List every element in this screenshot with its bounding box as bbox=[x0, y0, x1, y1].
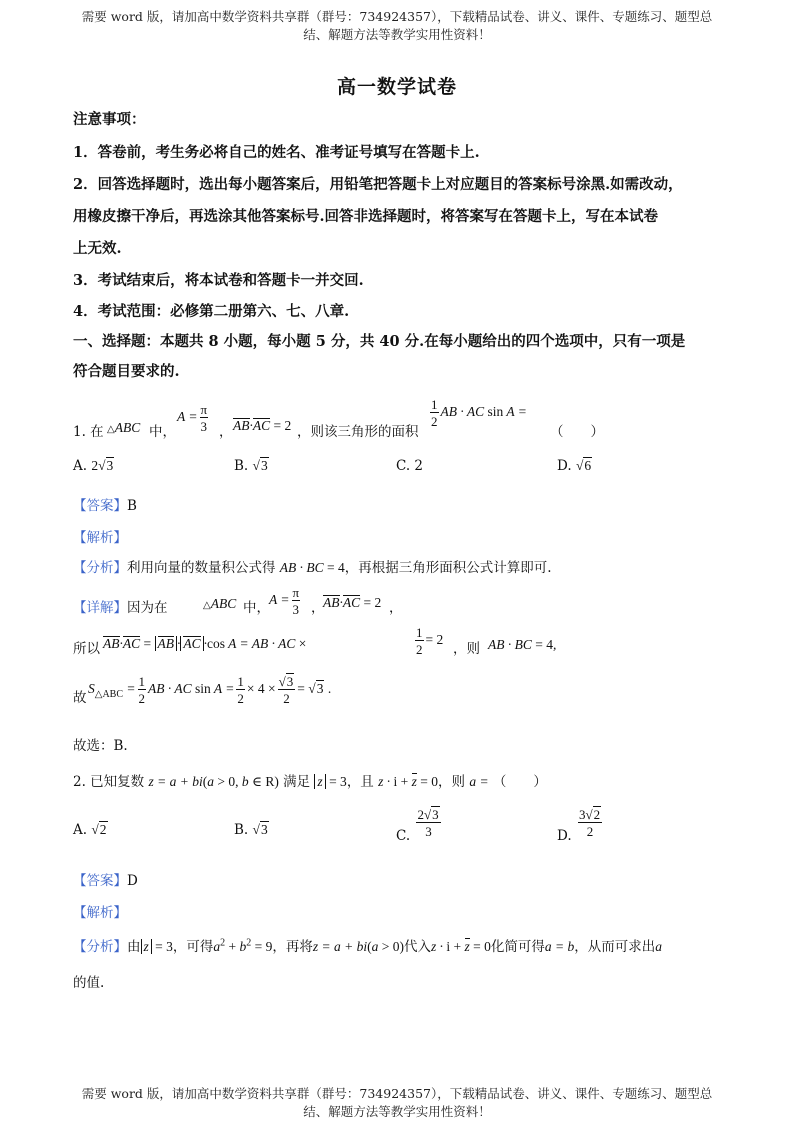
q1-area-result: $S_{\triangle ABC}$ = $\frac{1}{2}$ AB · AC sin A = $\frac{1}{2}$ × 4 × $\frac{√3}{2}$ = √3 . bbox=[88, 674, 332, 706]
q2-satisfy: 满足 bbox=[283, 774, 311, 790]
q1-option-b-value: √3 bbox=[252, 458, 268, 473]
q1-xj-text-b: 中， bbox=[243, 600, 270, 616]
q1-gu: 故 bbox=[73, 690, 87, 706]
page-title: 高一数学试卷 bbox=[336, 76, 457, 98]
q2-answer-value: D bbox=[127, 873, 138, 889]
q2-f-equal: a = b bbox=[544, 939, 575, 954]
q1-xj-text-a: 因为在 bbox=[127, 600, 168, 616]
q1-comma: ， bbox=[219, 424, 233, 440]
q2-fenxi-tag: 【分析】 bbox=[73, 939, 127, 955]
q2-f1: 由 bbox=[127, 939, 141, 955]
q2-prefix: 2. 已知复数 bbox=[73, 774, 145, 790]
q1-option-d bbox=[557, 458, 592, 474]
q1-answer-blank: （ ） bbox=[550, 424, 604, 440]
q1-analysis-tag: 【解析】 bbox=[73, 530, 127, 546]
q2-f5: 化简可得 bbox=[490, 939, 545, 955]
q1-xj-dot-expansion: AB·AC = AB · AC ·cos A = AB · AC × bbox=[103, 636, 307, 651]
q2-f4: 代入 bbox=[403, 939, 431, 955]
q2-f2: ，可得 bbox=[172, 939, 214, 955]
q1-ask: ，则该三角形的面积 bbox=[297, 424, 419, 440]
q2-option-a-value: √2 bbox=[91, 822, 107, 837]
q2-option-d-value: $\frac{3√2}{2}$ bbox=[578, 807, 601, 839]
q1-xj-dot: AB·AC = 2 bbox=[323, 595, 382, 610]
q2-option-b bbox=[234, 822, 269, 838]
footer-banner-line-1: 需要 word 版，请加高中数学资料共享群（群号：734924357），下载精品试卷、讲义、课件、专题练习、题型总 bbox=[81, 1086, 713, 1101]
note-1: 1．答卷前，考生务必将自己的姓名、准考证号填写在答题卡上. bbox=[73, 144, 480, 161]
q2-option-d bbox=[557, 807, 604, 845]
q1-xj-text-d: ， bbox=[389, 600, 403, 616]
q2-option-d-label: D. bbox=[557, 828, 572, 845]
q1-fenxi-text-a: 利用向量的数量积公式得 bbox=[127, 560, 276, 576]
q1-xiangjie-line-2 bbox=[73, 626, 593, 666]
q2-f6: ，从而可求出 bbox=[574, 939, 656, 955]
q1-xj-triangle: △ABC bbox=[203, 596, 237, 611]
q1-area-expression: $\frac{1}{2}$ AB · AC sin A = bbox=[431, 397, 527, 429]
q2-answer-blank: （ ） bbox=[492, 774, 547, 790]
q1-angle-condition: A = $\frac{\pi}{3}$ bbox=[177, 402, 208, 434]
q1-ze: ，则 bbox=[453, 641, 480, 657]
q1-xj-product: AB · BC = 4, bbox=[488, 637, 557, 652]
q1-option-d-label: D. bbox=[557, 458, 572, 474]
q1-xj-angle: A = $\frac{\pi}{3}$ bbox=[269, 585, 300, 617]
q2-a: a = bbox=[469, 774, 489, 789]
q1-xiangjie-tag: 【详解】 bbox=[73, 600, 127, 616]
q1-xj-text-c: ， bbox=[311, 600, 325, 616]
header-banner-line-2: 结、解题方法等教学实用性资料！ bbox=[303, 27, 491, 42]
footer-banner-line-2: 结、解题方法等教学实用性资料！ bbox=[303, 1104, 491, 1119]
q2-fenxi-line-1 bbox=[73, 935, 662, 955]
q1-fenxi-formula: AB · BC = 4 bbox=[279, 560, 345, 575]
q1-option-b bbox=[234, 458, 269, 474]
q2-option-a bbox=[73, 822, 108, 838]
q1-answer-tag: 【答案】 bbox=[73, 498, 127, 514]
q1-suoyi: 所以 bbox=[73, 641, 100, 657]
question-2-stem bbox=[73, 770, 547, 790]
q1-triangle: △ABC bbox=[107, 420, 141, 435]
q2-f-form: z = a + bi(a > 0) bbox=[312, 939, 404, 954]
section-heading-line-2: 符合题目要求的. bbox=[73, 363, 180, 380]
q1-option-a-value: 2√3 bbox=[91, 458, 114, 473]
note-3: 3．考试结束后，将本试卷和答题卡一并交回. bbox=[73, 272, 364, 289]
q1-prefix: 1. 在 bbox=[73, 424, 104, 440]
q1-option-a bbox=[73, 458, 114, 474]
q2-option-b-value: √3 bbox=[252, 822, 268, 837]
q2-option-c bbox=[396, 807, 443, 845]
note-2-line-2: 用橡皮擦干净后，再选涂其他答案标号.回答非选择题时，将答案写在答题卡上，写在本试卷 bbox=[73, 208, 659, 225]
q1-xiangjie-line-3 bbox=[73, 671, 493, 721]
q2-equation: z · i + z = 0 bbox=[378, 774, 439, 789]
q2-option-c-value: $\frac{2√3}{3}$ bbox=[417, 807, 439, 839]
q1-fenxi-text-b: ，再根据三角形面积公式计算即可. bbox=[344, 560, 552, 576]
q2-option-a-label: A. bbox=[73, 822, 88, 838]
q2-f-modulus: z = 3 bbox=[141, 939, 173, 954]
q2-f-equation: z · i + z = 0 bbox=[430, 939, 491, 954]
q2-then: ，则 bbox=[438, 774, 466, 790]
q1-dot-product-condition: AB·AC = 2 bbox=[233, 418, 292, 433]
q1-option-d-value: √6 bbox=[575, 458, 592, 473]
q2-f-sum-squares: $a^2 + b^2 = 9$ bbox=[213, 937, 273, 954]
q2-analysis-tag: 【解析】 bbox=[73, 905, 127, 921]
q1-fenxi bbox=[73, 556, 552, 576]
q1-option-b-label: B. bbox=[234, 458, 249, 474]
q2-option-c-label: C. bbox=[396, 828, 411, 845]
q1-option-c: C. 2 bbox=[396, 458, 424, 474]
q2-fenxi-line-2: 的值. bbox=[73, 975, 105, 991]
header-banner-line-1: 需要 word 版，请加高中数学资料共享群（群号：734924357），下载精品试卷、讲义、课件、专题练习、题型总 bbox=[81, 9, 713, 24]
section-heading-line-1: 一、选择题：本题共 8 小题，每小题 5 分，共 40 分.在每小题给出的四个选项中，只有一项是 bbox=[73, 333, 686, 350]
q1-mid: 中， bbox=[149, 424, 176, 440]
q1-xiangjie-line-1 bbox=[73, 586, 493, 626]
q1-answer bbox=[73, 494, 137, 514]
q2-f3: ，再将 bbox=[272, 939, 313, 955]
q1-fenxi-tag: 【分析】 bbox=[73, 560, 127, 576]
q1-option-a-label: A. bbox=[73, 458, 88, 474]
q2-answer-tag: 【答案】 bbox=[73, 873, 127, 889]
q2-f-a: a bbox=[655, 939, 663, 954]
q1-answer-value: B bbox=[127, 498, 137, 514]
q1-conclusion: 故选：B. bbox=[73, 738, 128, 754]
q1-xj-half: $\frac{1}{2}$ = 2 bbox=[416, 625, 444, 657]
note-2-line-1: 2．回答选择题时，选出每小题答案后，用铅笔把答题卡上对应题目的答案标号涂黑.如需改动， bbox=[73, 176, 683, 193]
q2-option-b-label: B. bbox=[234, 822, 249, 838]
q2-and: ，且 bbox=[346, 774, 374, 790]
q2-answer bbox=[73, 869, 138, 889]
notes-heading: 注意事项： bbox=[73, 111, 146, 128]
q2-complex-form: z = a + bi(a > 0, b ∈ R) bbox=[148, 774, 279, 789]
q2-modulus: z = 3 bbox=[314, 774, 346, 789]
note-4: 4．考试范围：必修第二册第六、七、八章. bbox=[73, 303, 350, 320]
note-2-line-3: 上无效. bbox=[73, 240, 122, 257]
